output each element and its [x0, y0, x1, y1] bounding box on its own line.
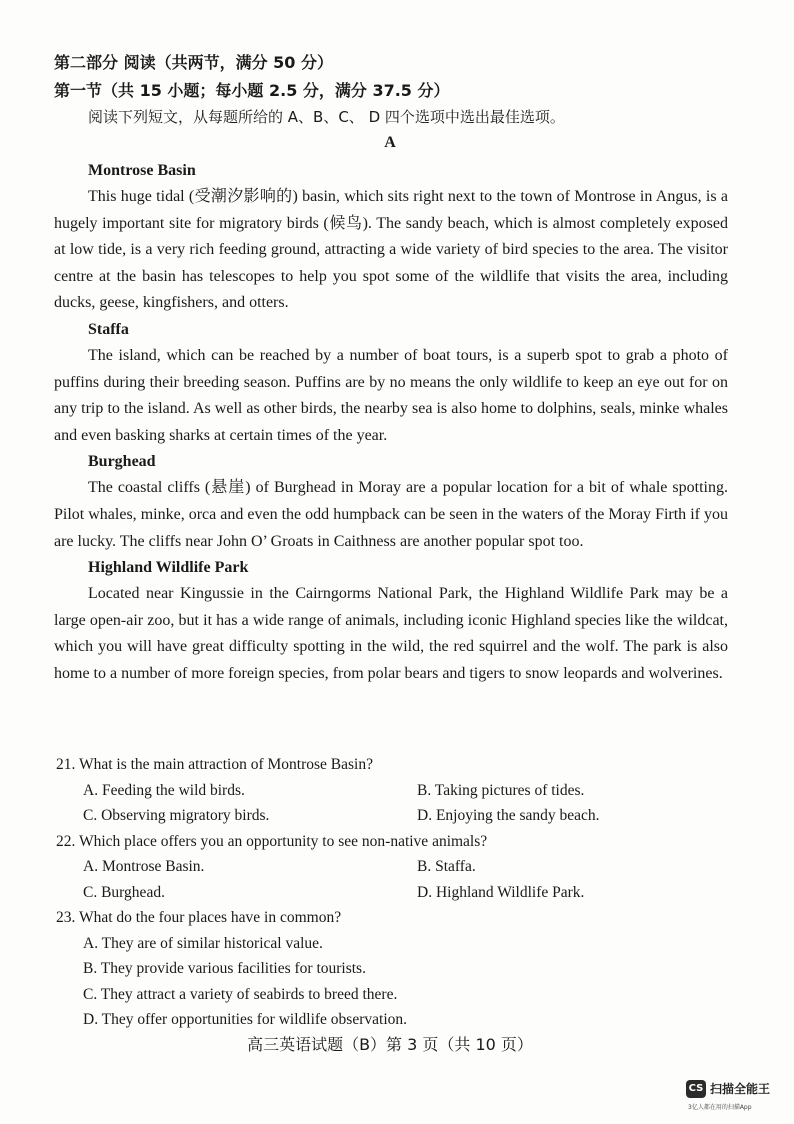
option: C. Observing migratory birds. — [83, 807, 270, 824]
passage-title: Burghead — [88, 453, 156, 471]
option: D. Enjoying the sandy beach. — [417, 807, 600, 824]
option: D. Highland Wildlife Park. — [417, 883, 585, 901]
scanner-app-name: 扫描全能王 — [710, 1082, 771, 1096]
passage-title: Staffa — [88, 320, 129, 338]
passage-paragraph: This huge tidal (受潮汐影响的) basin, which sits right next to the town of Montrose in Angus, is a hugely important site for migratory birds (候鸟). The sandy beach, which is almost completely exposed at low tide, is a very rich feeding ground, attracting a wide variety of bird species to the area. The visitor centre at the basin has telescopes to help you spot some of the wildlife that visits the area, including ducks, geese, kingfishers, and otters. — [54, 188, 728, 312]
question-stem: 23. What do the four places have in common? — [56, 909, 342, 926]
option: C. Burghead. — [83, 883, 165, 901]
passage-letter: A — [384, 134, 396, 151]
passage-paragraph: Located near Kingussie in the Cairngorms National Park, the Highland Wildlife Park may be a large open-air zoo, but it has a wide range of animals, including iconic Highland species like the wildcat, which you will have great difficulty spotting in the wild, the red squirrel and the wolf. The park is also home to a number of more foreign species, from polar bears and tigers to snow leopards and wolverines. — [54, 585, 728, 682]
option: B. Taking pictures of tides. — [417, 781, 585, 799]
option: B. They provide various facilities for tourists. — [83, 960, 366, 977]
page-footer: 高三英语试题（B）第 3 页（共 10 页） — [247, 1035, 533, 1054]
option: B. Staffa. — [417, 858, 476, 875]
section-heading: 第一节（共 15 小题；每小题 2.5 分，满分 37.5 分） — [54, 81, 450, 100]
passage-paragraph: The island, which can be reached by a number of boat tours, is a superb spot to grab a photo of puffins during their breeding season. Puffins are by no means the only wildlife to keep an eye out for on any trip to the island. As well as other birds, the nearby sea is also home to dolphins, seals, minke whales and even basking sharks at certain times of the year. — [54, 346, 728, 444]
passage — [54, 158, 728, 688]
question-options — [56, 854, 736, 905]
option: D. They offer opportunities for wildlife observation. — [83, 1011, 407, 1028]
instructions: 阅读下列短文，从每题所给的 A、B、C、 D 四个选项中选出最佳选项。 — [88, 108, 565, 126]
option: A. Montrose Basin. — [83, 858, 205, 875]
scanner-logo-icon: CS — [686, 1080, 706, 1098]
option: A. Feeding the wild birds. — [83, 781, 245, 799]
passage-paragraph: The coastal cliffs (悬崖) of Burghead in Moray are a popular location for a bit of whale spotting. Pilot whales, minke, orca and even the odd humpback can be seen in the waters of the Moray Firth if you are lucky. The cliffs near John O’ Groats in Caithness are another popular spot too. — [54, 479, 728, 550]
scanner-tagline: 3亿人都在用的扫描App — [688, 1104, 752, 1111]
question-stem: 21. What is the main attraction of Montrose Basin? — [56, 756, 373, 773]
question-options — [56, 778, 736, 829]
option: C. They attract a variety of seabirds to breed there. — [83, 985, 398, 1003]
passage-title: Highland Wildlife Park — [88, 559, 249, 577]
question-options — [56, 931, 736, 1033]
questions — [56, 752, 736, 1033]
question-stem: 22. Which place offers you an opportunity to see non-native animals? — [56, 832, 488, 850]
option: A. They are of similar historical value. — [83, 934, 323, 952]
part-heading: 第二部分 阅读（共两节，满分 50 分） — [54, 53, 333, 72]
passage-title: Montrose Basin — [88, 162, 196, 179]
